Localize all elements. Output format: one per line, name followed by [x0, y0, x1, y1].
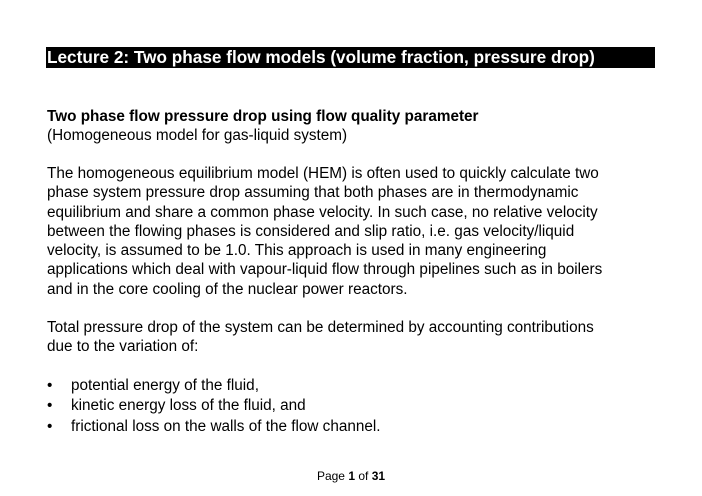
- paragraph-line: velocity, is assumed to be 1.0. This approach is used in many engineering: [47, 242, 547, 260]
- list-item-text: frictional loss on the walls of the flow channel.: [71, 417, 381, 435]
- section-heading: Two phase flow pressure drop using flow quality parameter: [47, 108, 479, 125]
- paragraph-line: and in the core cooling of the nuclear power reactors.: [47, 280, 408, 298]
- bullet-icon: •: [47, 397, 53, 415]
- section-subheading: (Homogeneous model for gas-liquid system): [47, 127, 348, 144]
- contribution-list: [47, 376, 381, 437]
- paragraph-line: applications which deal with vapour-liquid flow through pipelines such as in boilers: [47, 261, 603, 279]
- lecture-title: Lecture 2: Two phase flow models (volume fraction, pressure drop): [46, 47, 655, 68]
- paragraph-hem-description: [47, 164, 602, 299]
- paragraph-total-pressure-drop: [47, 318, 594, 357]
- page-footer: [0, 469, 702, 484]
- bullet-icon: •: [47, 417, 53, 435]
- page-word: Page: [316, 469, 345, 483]
- list-item-text: kinetic energy loss of the fluid, and: [71, 397, 306, 415]
- paragraph-line: Total pressure drop of the system can be determined by accounting contributions: [47, 319, 594, 336]
- paragraph-line: due to the variation of:: [47, 338, 199, 356]
- paragraph-line: The homogeneous equilibrium model (HEM) is often used to quickly calculate two: [47, 165, 599, 182]
- paragraph-line: between the flowing phases is considered and slip ratio, i.e. gas velocity/liquid: [47, 222, 575, 240]
- current-page-number: 1: [348, 469, 355, 483]
- list-item: [47, 417, 381, 437]
- paragraph-line: phase system pressure drop assuming that both phases are in thermodynamic: [47, 184, 579, 202]
- list-item: [47, 376, 381, 396]
- of-word: of: [358, 469, 369, 483]
- bullet-icon: •: [47, 377, 53, 394]
- list-item: [47, 396, 381, 416]
- total-page-count: 31: [371, 469, 386, 483]
- list-item-text: potential energy of the fluid,: [71, 377, 259, 394]
- paragraph-line: equilibrium and share a common phase velocity. In such case, no relative velocity: [47, 203, 598, 221]
